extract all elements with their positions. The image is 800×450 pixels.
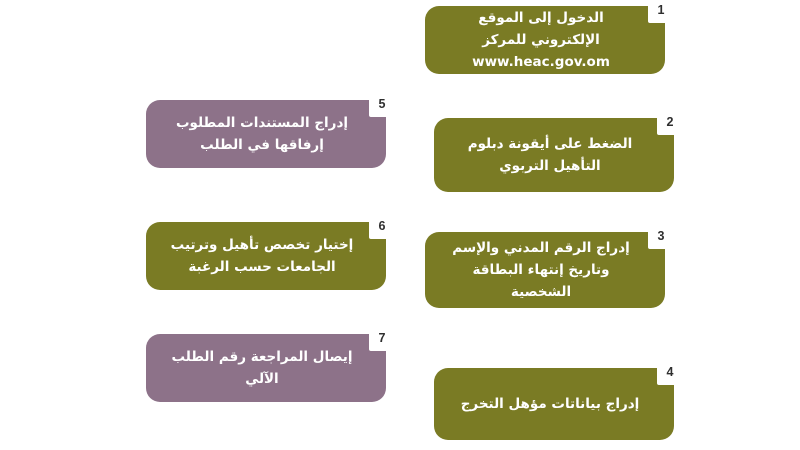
step-label-6: إختيار تخصص تأهيل وترتيب الجامعات حسب الرغبة [170,236,354,275]
step-number-badge-3: 3 [648,223,674,249]
step-box-3[interactable] [425,228,665,308]
step-box-5[interactable] [146,96,386,168]
step-subtext-1: www.heac.gov.om [472,54,610,71]
step-box-6[interactable] [146,218,386,290]
step-box-7[interactable] [146,330,386,402]
step-number-badge-1: 1 [648,0,674,23]
step-label-1 [443,0,639,96]
step-box-4[interactable] [434,364,674,440]
step-label-3: إدراج الرقم المدني والإسم وتاريخ إنتهاء البطاقة الشخصية [452,239,630,301]
step-number-badge-4: 4 [657,359,683,385]
step-number-badge-6: 6 [369,213,395,239]
step-text-1: الدخول إلى الموقع الإلكتروني للمركز [478,9,604,48]
step-label-2: الضغط على أيقونة دبلوم التأهيل التربوي [467,135,633,174]
step-number-badge-2: 2 [657,109,683,135]
step-number-badge-7: 7 [369,325,395,351]
step-box-2[interactable] [434,114,674,192]
step-label-5: إدراج المستندات المطلوب إرفاقها في الطلب [175,114,349,153]
step-box-1[interactable] [425,2,665,74]
step-label-7: إيصال المراجعة رقم الطلب الآلي [171,348,353,387]
step-label-4: إدراج بياناتات مؤهل التخرج [460,395,640,412]
step-number-badge-5: 5 [369,91,395,117]
